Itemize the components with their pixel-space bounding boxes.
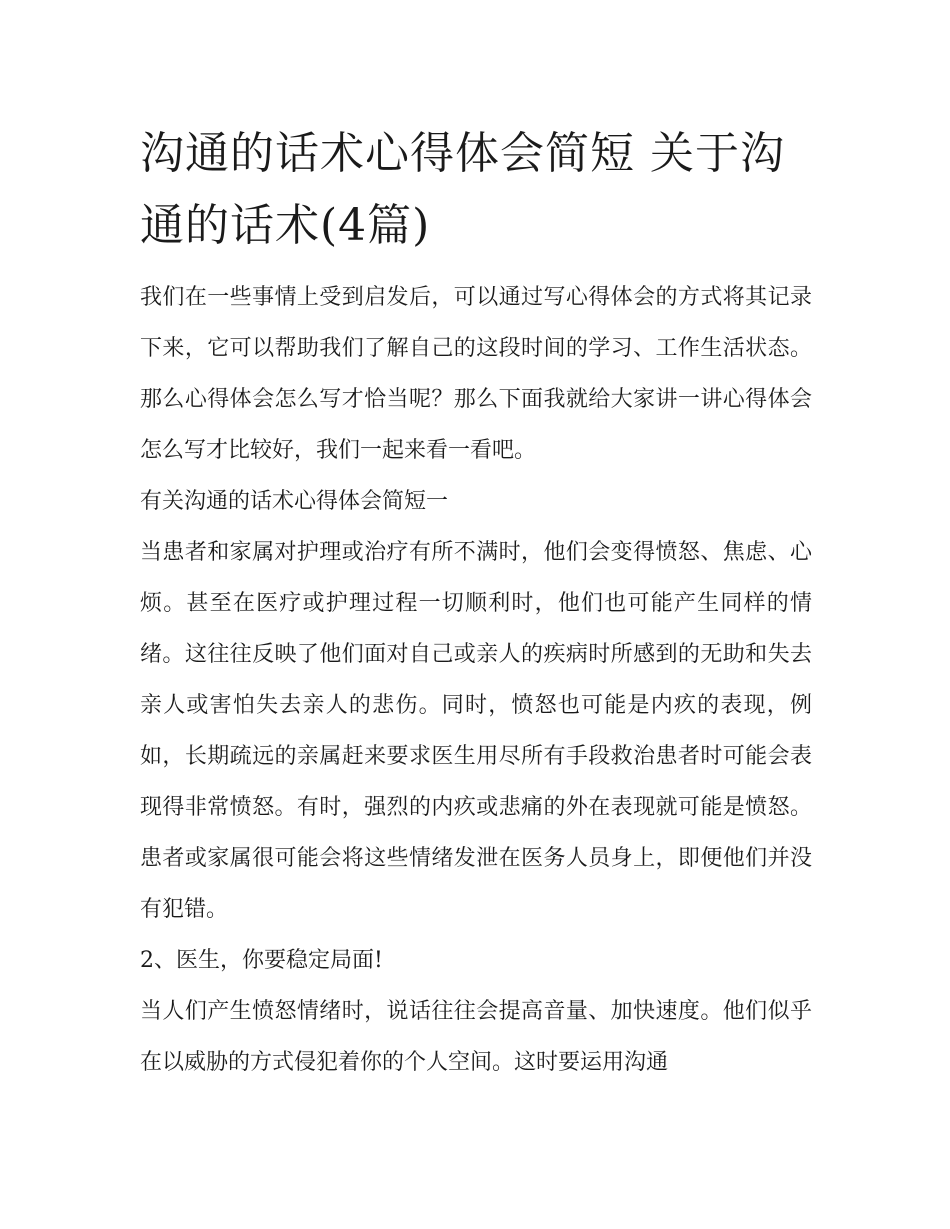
intro-paragraph: 我们在一些事情上受到启发后，可以通过写心得体会的方式将其记录下来，它可以帮助我们了解自己的这段时间的学习、工作生活状态。那么心得体会怎么写才恰当呢？那么下面我就给大家讲一讲心得体会怎么写才比较好，我们一起来看一看吧。 bbox=[140, 285, 812, 463]
section-heading: 有关沟通的话术心得体会简短一 bbox=[140, 489, 449, 514]
body-paragraph-continued: 当人们产生愤怒情绪时，说话往往会提高音量、加快速度。他们似乎在以威胁的方式侵犯着你的个人空间。这时要运用沟通 bbox=[140, 999, 812, 1075]
body-paragraph: 当患者和家属对护理或治疗有所不满时，他们会变得愤怒、焦虑、心烦。甚至在医疗或护理过程一切顺利时，他们也可能产生同样的情绪。这往往反映了他们面对自己或亲人的疾病时所感到的无助和失去亲人或害怕失去亲人的悲伤。同时，愤怒也可能是内疚的表现，例如，长期疏远的亲属赶来要求医生用尽所有手段救治患者时可能会表现得非常愤怒。有时，强烈的内疚或悲痛的外在表现就可能是愤怒。患者或家属很可能会将这些情绪发泄在医务人员身上，即便他们并没有犯错。 bbox=[140, 540, 812, 922]
document-title: 沟通的话术心得体会简短 关于沟通的话术(4篇) bbox=[140, 128, 785, 251]
point-heading: 2、医生，你要稳定局面! bbox=[140, 948, 383, 973]
document-page bbox=[140, 118, 812, 1088]
